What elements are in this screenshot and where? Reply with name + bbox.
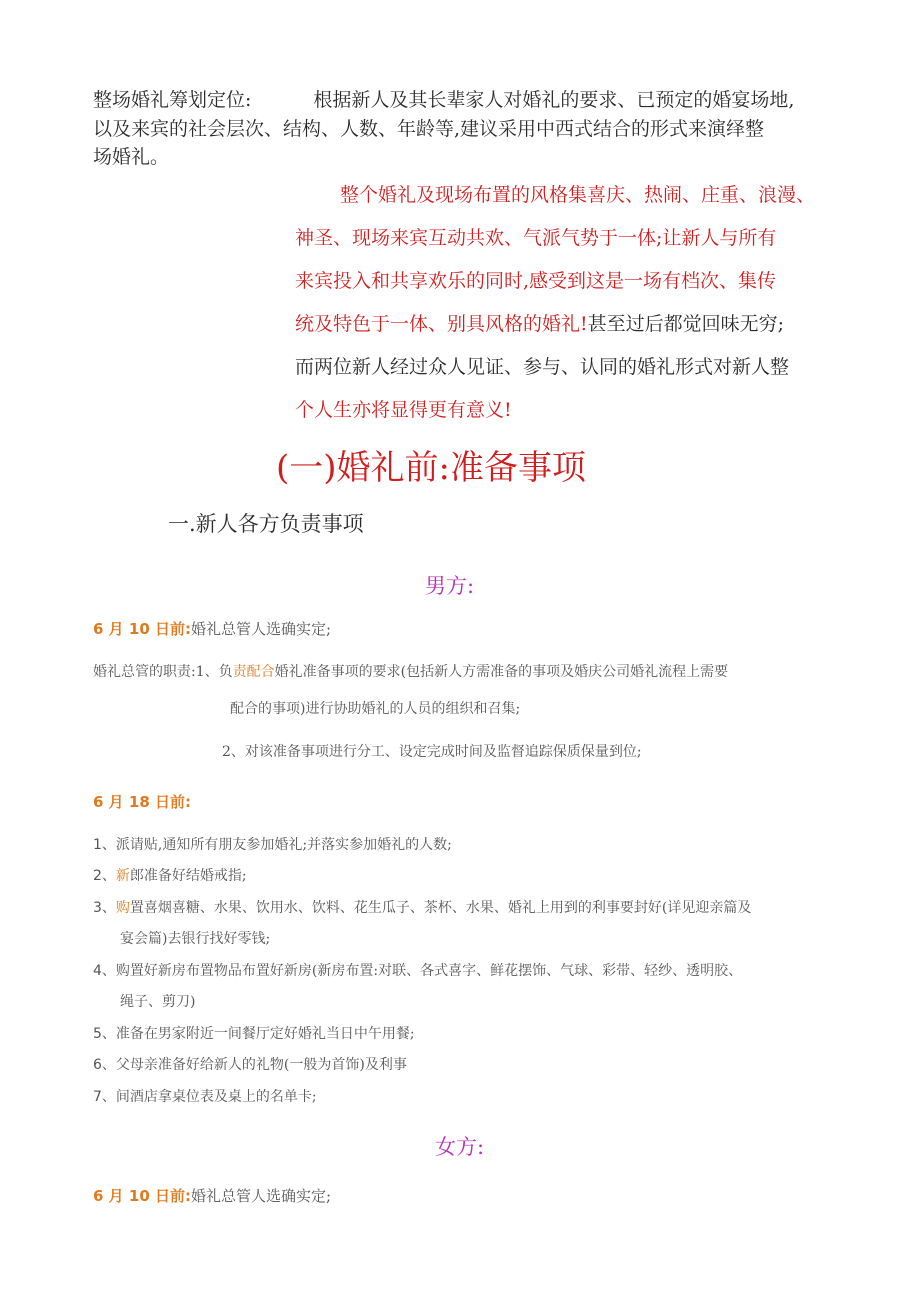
subsection-title: 一.新人各方负责事项 bbox=[168, 512, 364, 536]
list-item: 4、购置好新房布置物品布置好新房(新房布置:对联、各式喜字、鲜花摆饰、气球、彩带、轻纱、透明胶、 bbox=[93, 963, 743, 979]
intro-line-2: 以及来宾的社会层次、结构、人数、年龄等,建议采用中西式结合的形式来演绎整 bbox=[93, 118, 765, 140]
list-item: 6、父母亲准备好给新人的礼物(一般为首饰)及利事 bbox=[93, 1057, 407, 1073]
list-item-continued: 绳子、剪刀) bbox=[120, 994, 196, 1010]
style-line-4-red: 统及特色于一体、别具风格的婚礼! bbox=[295, 313, 588, 335]
intro-line-1 bbox=[93, 86, 794, 115]
bride-date-1 bbox=[93, 1185, 331, 1206]
duties-line-1 bbox=[93, 661, 728, 681]
groom-date-1-text: 婚礼总管人选确实定; bbox=[190, 620, 332, 638]
intro-text: 根据新人及其长辈家人对婚礼的要求、已预定的婚宴场地, bbox=[313, 89, 795, 111]
duties-highlight: 责配合 bbox=[232, 664, 275, 680]
style-line-4 bbox=[295, 309, 784, 336]
bride-date-1-text: 婚礼总管人选确实定; bbox=[190, 1187, 332, 1205]
groom-title: 男方: bbox=[425, 574, 475, 598]
duties-line-2: 配合的事项)进行协助婚礼的人员的组织和召集; bbox=[230, 701, 521, 717]
style-line-1: 整个婚礼及现场布置的风格集喜庆、热闹、庄重、浪漫、 bbox=[340, 184, 816, 206]
duties-label: 婚礼总管的职责:1、负 bbox=[93, 664, 233, 680]
style-line-2: 神圣、现场来宾互动共欢、气派气势于一体;让新人与所有 bbox=[295, 227, 777, 249]
style-line-4-dark: 甚至过后都觉回味无穷; bbox=[587, 313, 785, 335]
list-item: 3、购置喜烟喜糖、水果、饮用水、饮料、花生瓜子、茶杯、水果、婚礼上用到的利事要封好(详见迎亲篇及 bbox=[93, 900, 752, 916]
groom-date-2: 6 月 18 日前: bbox=[93, 793, 191, 811]
style-line-5: 而两位新人经过众人见证、参与、认同的婚礼形式对新人整 bbox=[295, 356, 790, 378]
list-item: 1、派请贴,通知所有朋友参加婚礼;并落实参加婚礼的人数; bbox=[93, 837, 452, 853]
list-item-continued: 宴会篇)去银行找好零钱; bbox=[120, 931, 271, 947]
groom-date-1-date: 6 月 10 日前: bbox=[93, 620, 191, 638]
section-title: (一)婚礼前:准备事项 bbox=[276, 448, 586, 488]
intro-label: 整场婚礼筹划定位: bbox=[93, 89, 252, 111]
list-item: 2、新郎准备好结婚戒指; bbox=[93, 868, 247, 884]
style-line-3: 来宾投入和共享欢乐的同时,感受到这是一场有档次、集传 bbox=[295, 270, 777, 292]
duties-line-3: 2、对该准备事项进行分工、设定完成时间及监督追踪保质保量到位; bbox=[222, 744, 642, 760]
intro-line-3: 场婚礼。 bbox=[93, 146, 170, 168]
style-line-6: 个人生亦将显得更有意义! bbox=[295, 399, 512, 421]
list-item: 5、准备在男家附近一间餐厅定好婚礼当日中午用餐; bbox=[93, 1026, 415, 1042]
groom-date-1 bbox=[93, 618, 331, 639]
bride-title: 女方: bbox=[435, 1135, 485, 1159]
list-item: 7、间酒店拿桌位表及桌上的名单卡; bbox=[93, 1089, 317, 1105]
duties-text: 婚礼准备事项的要求(包括新人方需准备的事项及婚庆公司婚礼流程上需要 bbox=[274, 664, 729, 680]
bride-date-1-date: 6 月 10 日前: bbox=[93, 1187, 191, 1205]
